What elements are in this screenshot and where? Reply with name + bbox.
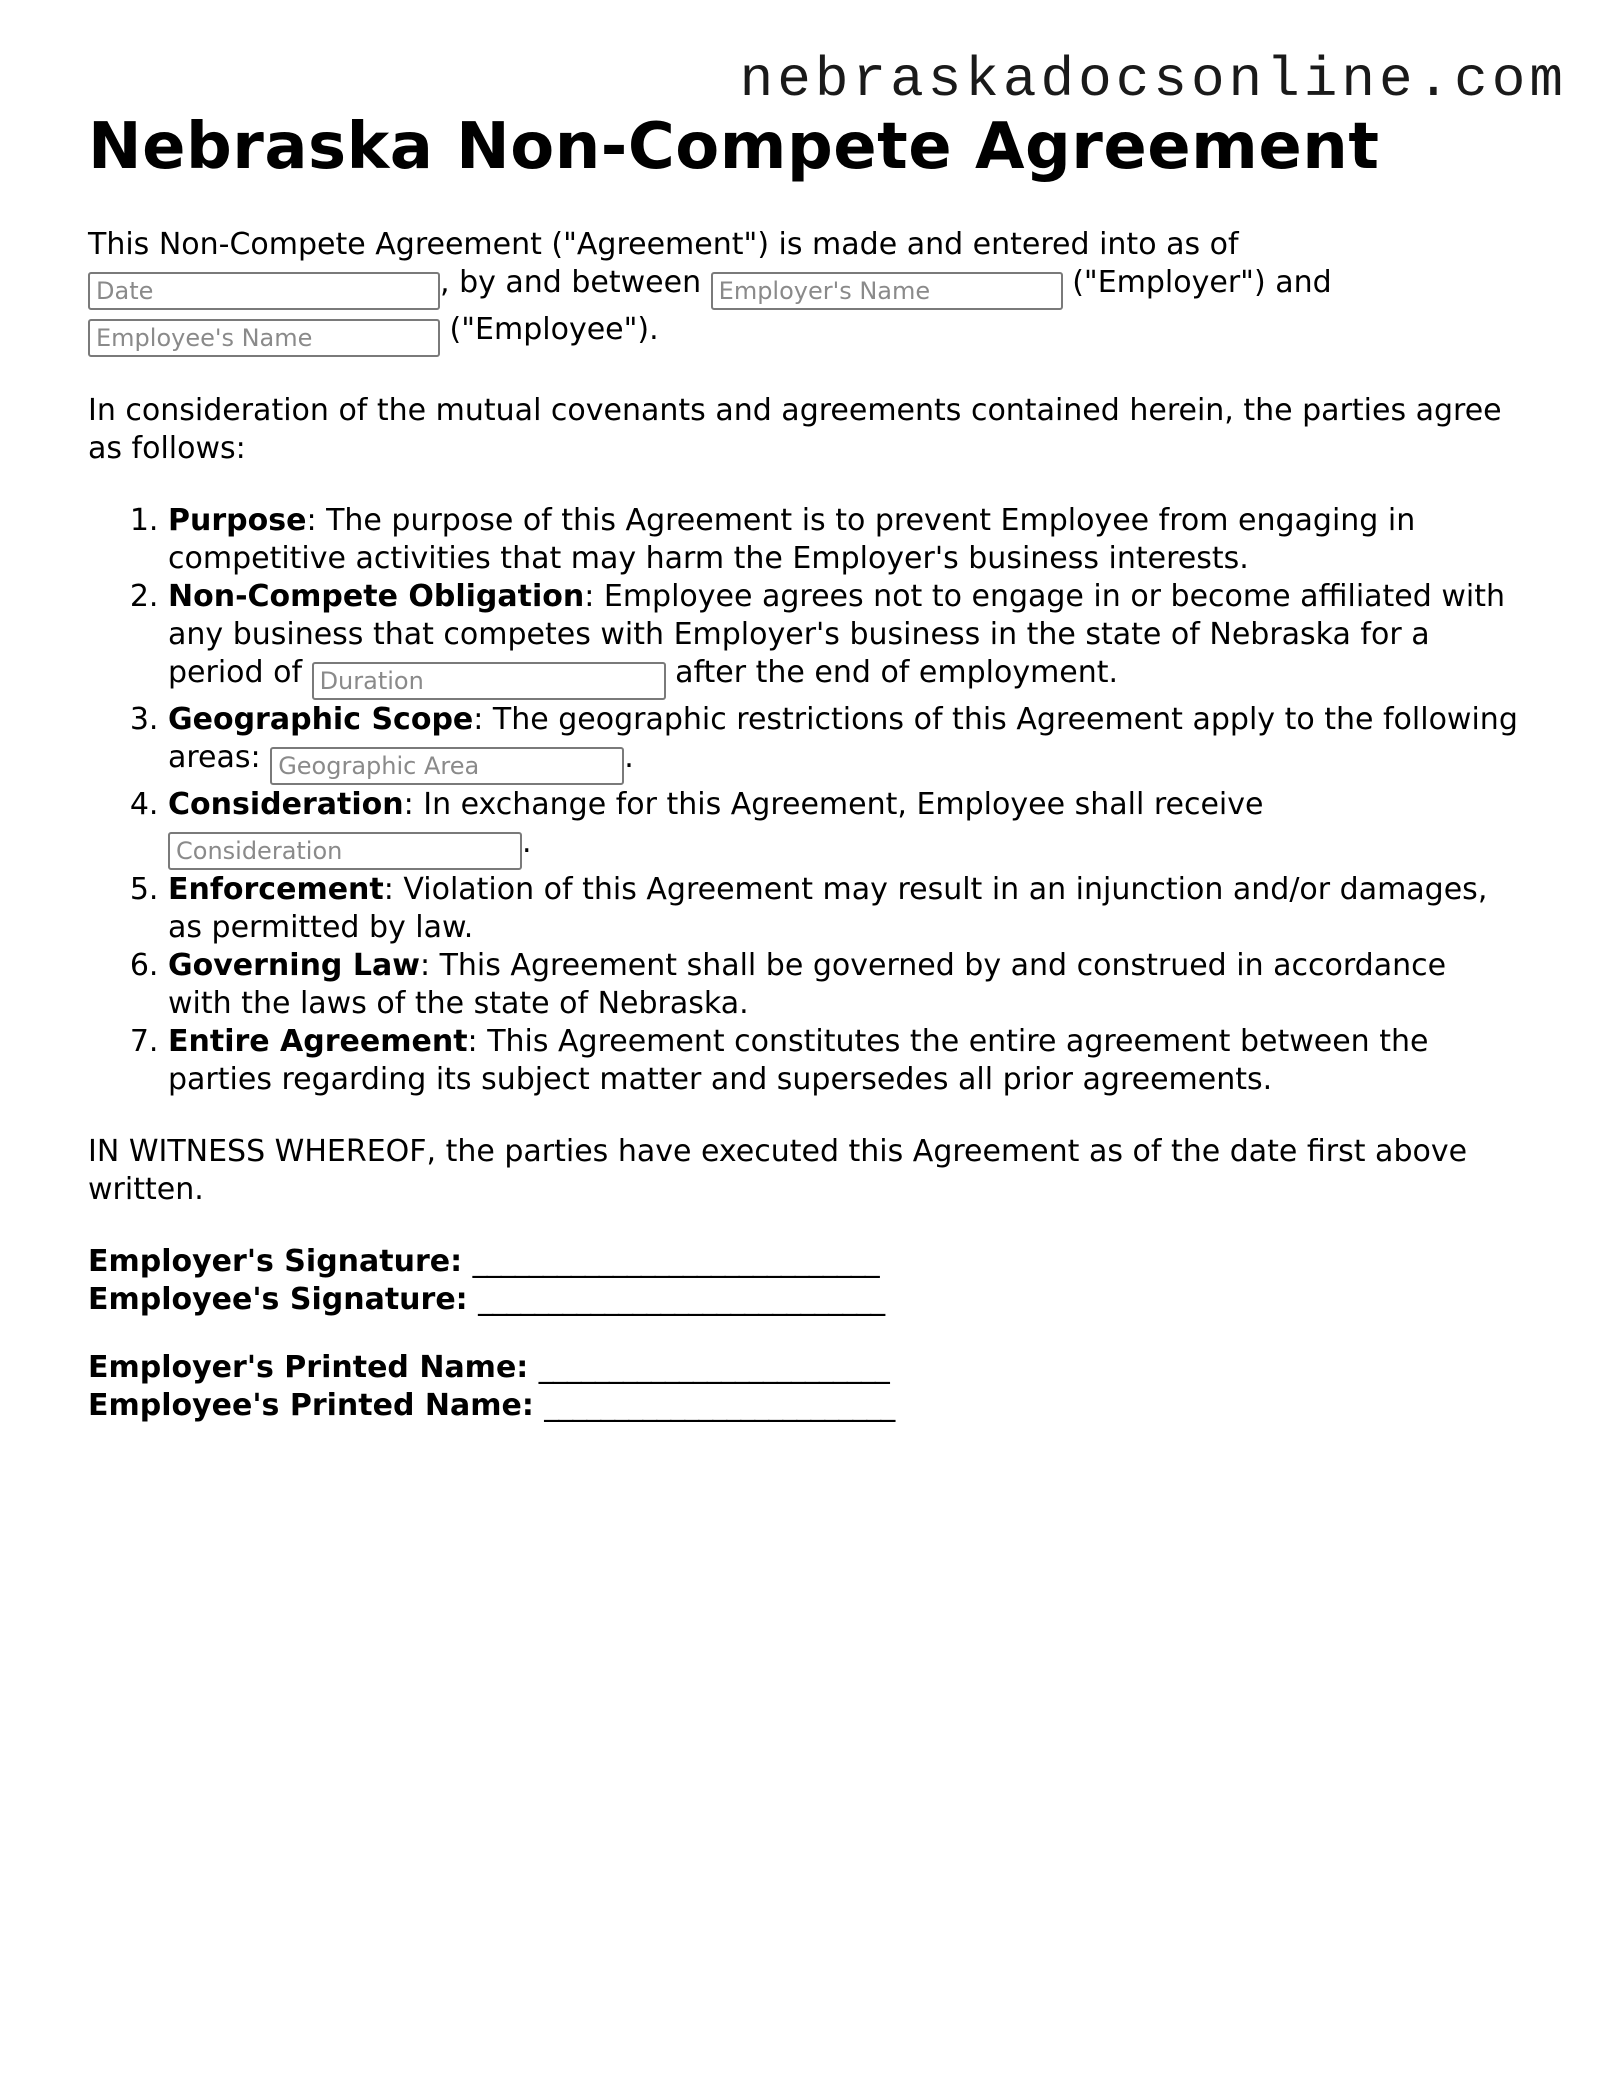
consideration-intro: In consideration of the mutual covenants and agreements contained herein, the parties agree as follows: [88, 393, 1502, 467]
clause-text: : This Agreement shall be governed by and construed in accordance with the laws of the state of Nebraska. [168, 948, 1447, 1022]
clause-consideration [168, 786, 1518, 871]
clause-heading: Governing Law [168, 948, 420, 984]
clause-text: : In exchange for this Agreement, Employee shall receive [403, 787, 1264, 823]
page-title: Nebraska Non-Compete Agreement [88, 110, 1380, 184]
clause-heading: Entire Agreement [168, 1024, 468, 1060]
clause-text: : Employee agrees not to engage in or become affiliated with any business that competes with Employer's business in the state of Nebraska for a period of [168, 579, 1505, 691]
clause-text-after: . [522, 825, 532, 861]
clause-text: : This Agreement constitutes the entire agreement between the parties regarding its subject matter and supersedes all prior agreements. [168, 1024, 1429, 1098]
clause-heading: Purpose [168, 503, 307, 539]
clause-heading: Enforcement [168, 872, 384, 908]
employee-printed-name-line[interactable]: _________________________ [544, 1388, 895, 1424]
employer-signature-label: Employer's Signature: [88, 1244, 463, 1280]
intro-text-2: , by and between [440, 265, 702, 301]
clause-heading: Geographic Scope [168, 702, 474, 738]
employer-printed-name-label: Employer's Printed Name: [88, 1350, 529, 1386]
signature-block [88, 1243, 1518, 1319]
clause-text: : The purpose of this Agreement is to prevent Employee from engaging in competitive activities that may harm the Employer's business interests. [168, 503, 1416, 577]
clause-text: : The geographic restrictions of this Agreement apply to the following areas: [168, 702, 1518, 776]
witness-paragraph: IN WITNESS WHEREOF, the parties have executed this Agreement as of the date first above written. [88, 1134, 1468, 1208]
consideration-field[interactable] [168, 832, 522, 870]
clause-geographic-scope [168, 701, 1518, 786]
clause-heading: Consideration [168, 787, 404, 823]
employer-name-field[interactable] [711, 272, 1063, 310]
clause-text: : Violation of this Agreement may result in an injunction and/or damages, as permitted by law. [168, 872, 1488, 946]
employer-signature-line[interactable]: _____________________________ [472, 1244, 879, 1280]
clause-enforcement [168, 871, 1518, 947]
clause-text-after: after the end of employment. [675, 655, 1119, 691]
clause-text-after: . [624, 740, 634, 776]
site-watermark: nebraskadocsonline.com [739, 48, 1567, 112]
document-page [88, 112, 1518, 1425]
geographic-area-field[interactable] [270, 747, 624, 785]
clause-non-compete [168, 578, 1518, 701]
intro-text-1: This Non-Compete Agreement ("Agreement") is made and entered into as of [88, 227, 1239, 263]
employee-name-field[interactable] [88, 319, 440, 357]
intro-text-3: ("Employer") and [1072, 265, 1332, 301]
clause-entire-agreement [168, 1023, 1518, 1099]
employee-signature-label: Employee's Signature: [88, 1282, 468, 1318]
intro-paragraph [88, 226, 1518, 358]
date-field[interactable] [88, 272, 440, 310]
clause-purpose [168, 502, 1518, 578]
duration-field[interactable] [312, 662, 666, 700]
clause-list [88, 502, 1518, 1099]
clause-governing-law [168, 947, 1518, 1023]
employee-printed-name-label: Employee's Printed Name: [88, 1388, 534, 1424]
employer-printed-name-line[interactable]: _________________________ [538, 1350, 889, 1386]
employee-signature-line[interactable]: _____________________________ [478, 1282, 885, 1318]
intro-text-4: ("Employee"). [449, 312, 659, 348]
printed-name-block [88, 1349, 1518, 1425]
clause-heading: Non-Compete Obligation [168, 579, 585, 615]
